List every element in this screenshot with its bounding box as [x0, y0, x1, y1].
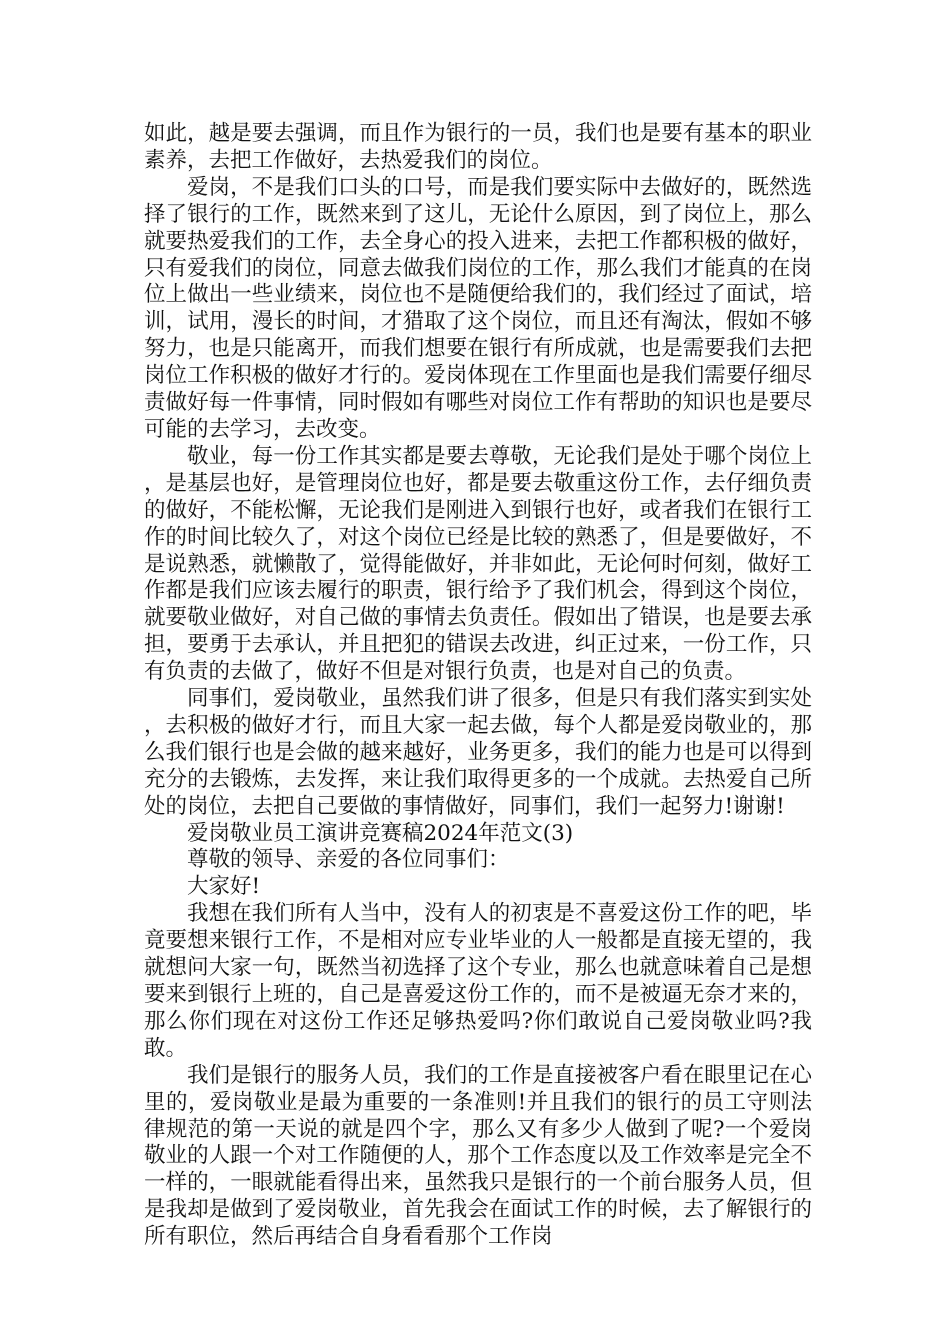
- paragraph: 爱岗，不是我们口头的口号，而是我们要实际中去做好的，既然选择了银行的工作，既然来到了这儿，无论什么原因，到了岗位上，那么就要热爱我们的工作，去全身心的投入进来，去把工作都积极的做好，只有爱我们的岗位，同意去做我们岗位的工作，那么我们才能真的在岗位上做出一些业绩来，岗位也不是随便给我们的，我们经过了面试，培训，试用，漫长的时间，才猎取了这个岗位，而且还有淘汰，假如不够努力，也是只能离开，而我们想要在银行有所成就，也是需要我们去把岗位工作积极的做好才行的。爱岗体现在工作里面也是我们需要仔细尽责做好每一件事情，同时假如有哪些对岗位工作有帮助的知识也是要尽可能的去学习，去改变。: [144, 174, 812, 442]
- greeting: 大家好!: [187, 874, 261, 900]
- section-heading: 爱岗敬业员工演讲竞赛稿2024年范文(3): [187, 820, 574, 846]
- document-body: [144, 121, 812, 1251]
- paragraph: 我们是银行的服务人员，我们的工作是直接被客户看在眼里记在心里的，爱岗敬业是最为重要的一条准则!并且我们的银行的员工守则法律规范的第一天说的就是四个字，那么又有多少人做到了呢?一个爱岗敬业的人跟一个对工作随便的人，那个工作态度以及工作效率是完全不一样的，一眼就能看得出来，虽然我只是银行的一个前台服务人员，但是我却是做到了爱岗敬业，首先我会在面试工作的时候，去了解银行的所有职位，然后再结合自身看看那个工作岗: [144, 1062, 812, 1250]
- paragraph: 同事们，爱岗敬业，虽然我们讲了很多，但是只有我们落实到实处，去积极的做好才行，而且大家一起去做，每个人都是爱岗敬业的，那么我们银行也是会做的越来越好，业务更多，我们的能力也是可以得到充分的去锻炼，去发挥，来让我们取得更多的一个成就。去热爱自己所处的岗位，去把自己要做的事情做好，同事们，我们一起努力!谢谢!: [144, 686, 812, 819]
- paragraph: 敬业，每一份工作其实都是要去尊敬，无论我们是处于哪个岗位上，是基层也好，是管理岗位也好，都是要去敬重这份工作，去仔细负责的做好，不能松懈，无论我们是刚进入到银行也好，或者我们在银行工作的时间比较久了，对这个岗位已经是比较的熟悉了，但是要做好，不是说熟悉，就懒散了，觉得能做好，并非如此，无论何时何刻，做好工作都是我们应该去履行的职责，银行给予了我们机会，得到这个岗位，就要敬业做好，对自己做的事情去负责任。假如出了错误，也是要去承担，要勇于去承认，并且把犯的错误去改进，纠正过来，一份工作，只有负责的去做了，做好不但是对银行负责，也是对自己的负责。: [144, 443, 812, 685]
- paragraph: 如此，越是要去强调，而且作为银行的一员，我们也是要有基本的职业素养，去把工作做好，去热爱我们的岗位。: [144, 121, 812, 173]
- paragraph: 我想在我们所有人当中，没有人的初衷是不喜爱这份工作的吧，毕竟要想来银行工作，不是相对应专业毕业的人一般都是直接无望的，我就想问大家一句，既然当初选择了这个专业，那么也就意味着自己是想要来到银行上班的，自己是喜爱这份工作的，而不是被逼无奈才来的，那么你们现在对这份工作还足够热爱吗?你们敢说自己爱岗敬业吗?我敢。: [144, 901, 812, 1061]
- salutation: 尊敬的领导、亲爱的各位同事们：: [187, 847, 510, 873]
